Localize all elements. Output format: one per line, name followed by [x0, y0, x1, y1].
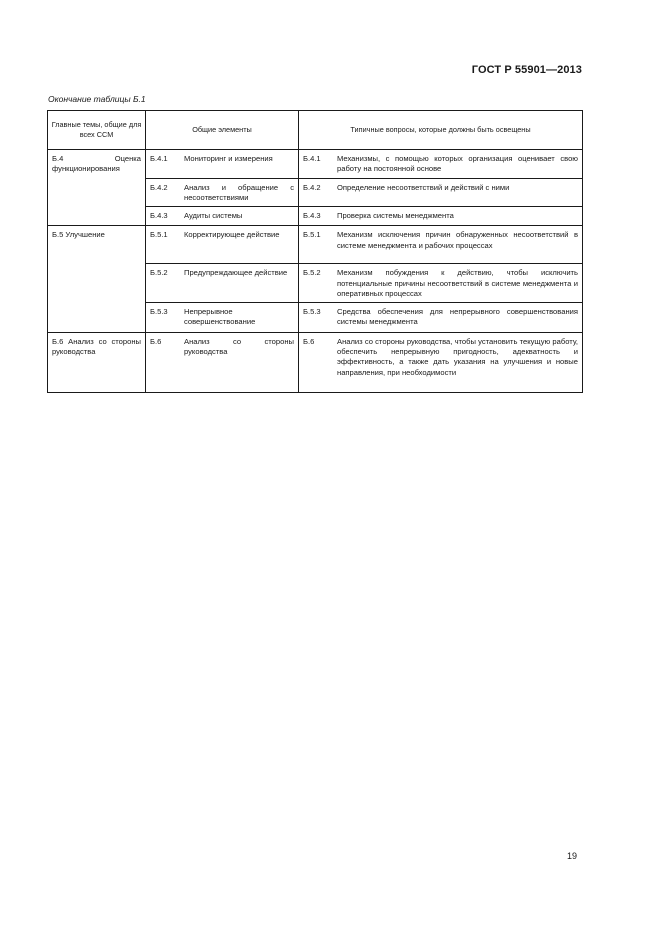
question-code: Б.5.2	[303, 268, 321, 278]
question-cell	[299, 179, 583, 207]
element-text: Аудиты системы	[184, 211, 243, 221]
element-cell	[146, 333, 299, 393]
element-text: Предупреждающее действие	[184, 268, 288, 278]
element-cell	[146, 150, 299, 179]
table-caption: Окончание таблицы Б.1	[48, 94, 146, 104]
question-cell	[299, 226, 583, 264]
question-code: Б.4.1	[303, 154, 321, 163]
document-standard-number: ГОСТ Р 55901—2013	[471, 64, 582, 76]
element-text: Анализ и обращение с несоответствиями	[184, 183, 294, 203]
element-cell	[146, 303, 299, 333]
question-cell	[299, 264, 583, 303]
element-code: Б.6	[150, 337, 162, 347]
element-cell	[146, 264, 299, 303]
question-text: Механизмы, с помощью которых организация оценивает свою работу на постоянной основе	[337, 154, 578, 174]
question-code: Б.5.3	[303, 307, 321, 317]
page-number: 19	[566, 851, 577, 861]
element-code: Б.4.2	[150, 183, 168, 192]
question-code: Б.4.3	[303, 211, 321, 221]
question-text: Анализ со стороны руководства, чтобы установить текущую работу, обеспечить непрерывную пригодность, адекватность и эффективность, а также дать указания на улучшения и новые направления, при необходимости	[337, 337, 578, 377]
table-row	[48, 150, 583, 179]
question-cell	[299, 150, 583, 179]
element-cell	[146, 226, 299, 264]
element-cell	[146, 207, 299, 226]
column-header-elements: Общие элементы	[146, 111, 299, 150]
topic-text: Б.5 Улучшение	[52, 230, 105, 240]
element-text: Мониторинг и измерения	[184, 154, 273, 163]
element-text: Непрерывное совершенствование	[184, 307, 256, 327]
question-code: Б.6	[303, 337, 315, 347]
element-text: Анализ со стороны руководства	[184, 337, 294, 357]
table-row	[48, 333, 583, 393]
column-header-topics: Главные темы, общие для всех ССМ	[48, 111, 146, 150]
element-cell	[146, 179, 299, 207]
topic-cell	[48, 226, 146, 333]
question-text: Проверка системы менеджмента	[337, 211, 454, 221]
element-code: Б.5.1	[150, 230, 168, 240]
question-text: Механизм побуждения к действию, чтобы исключить потенциальные причины несоответствий в системе менеджмента и оперативных процессах	[337, 268, 578, 298]
question-code: Б.5.1	[303, 230, 321, 240]
requirements-table	[47, 110, 583, 393]
question-text: Механизм исключения причин обнаруженных несоответствий в системе менеджмента и рабочих процессах	[337, 230, 578, 250]
question-cell	[299, 303, 583, 333]
topic-text: Б.4 Оценка функционирования	[52, 154, 141, 174]
element-code: Б.5.2	[150, 268, 168, 278]
element-code: Б.4.1	[150, 154, 168, 163]
table-row	[48, 226, 583, 264]
topic-cell	[48, 150, 146, 226]
topic-cell	[48, 333, 146, 393]
element-code: Б.4.3	[150, 211, 168, 221]
question-code: Б.4.2	[303, 183, 321, 192]
column-header-questions: Типичные вопросы, которые должны быть освещены	[299, 111, 583, 150]
question-cell	[299, 333, 583, 393]
topic-text: Б.6 Анализ со стороны руководства	[52, 337, 141, 357]
table-header-row	[48, 111, 583, 150]
question-cell	[299, 207, 583, 226]
question-text: Определение несоответствий и действий с ними	[337, 183, 510, 192]
element-code: Б.5.3	[150, 307, 168, 317]
element-text: Корректирующее действие	[184, 230, 280, 240]
question-text: Средства обеспечения для непрерывного совершенствования системы менеджмента	[337, 307, 578, 327]
